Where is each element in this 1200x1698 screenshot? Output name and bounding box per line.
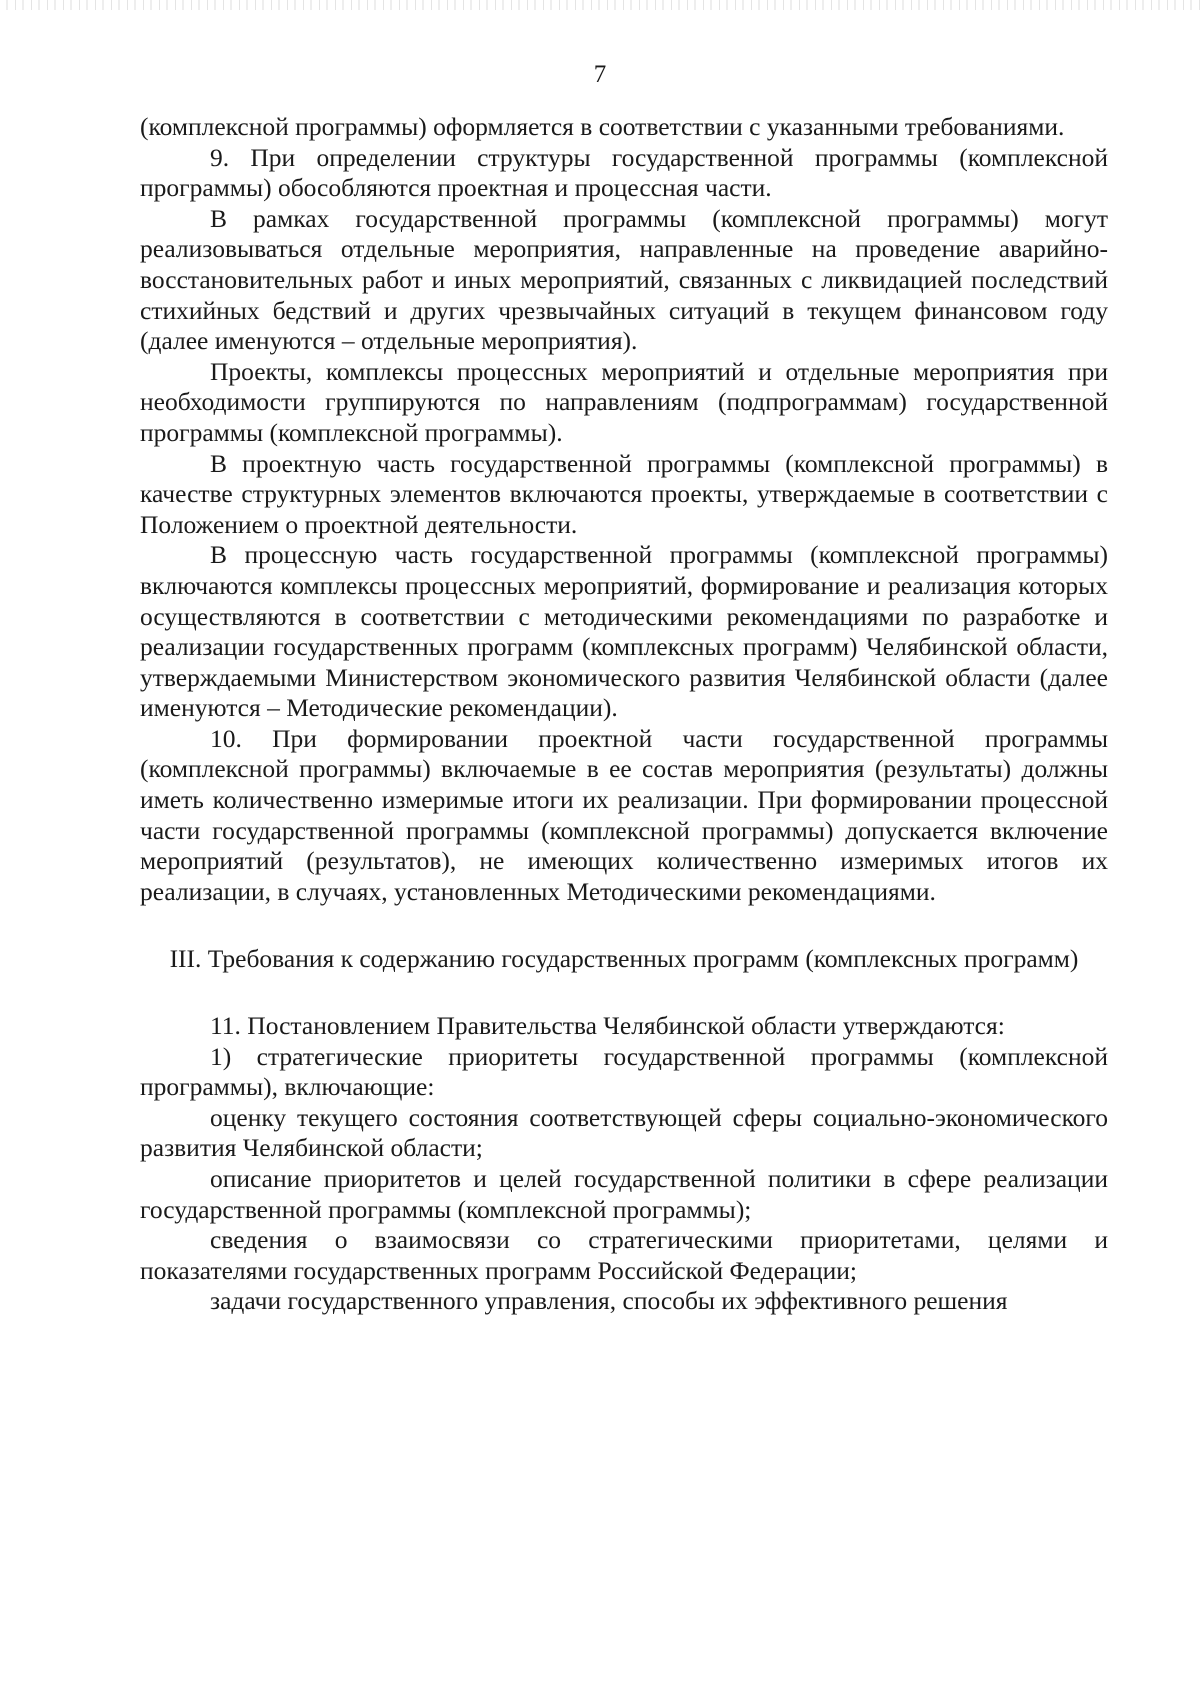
list-item: 1) стратегические приоритеты государственной программы (комплексной программы), включающие:	[140, 1041, 1108, 1102]
paragraph: В рамках государственной программы (комплексной программы) могут реализовываться отдельные мероприятия, направленные на проведение аварийно-восстановительных работ и иных мероприятий, связанных с ликвидацией последствий стихийных бедствий и других чрезвычайных ситуаций в текущем финансовом году (далее именуются – отдельные мероприятия).	[140, 203, 1108, 356]
list-item: оценку текущего состояния соответствующей сферы социально-экономического развития Челябинской области;	[140, 1102, 1108, 1163]
paragraph: В проектную часть государственной программы (комплексной программы) в качестве структурных элементов включаются проекты, утверждаемые в соответствии с Положением о проектной деятельности.	[140, 448, 1108, 539]
list-item: задачи государственного управления, способы их эффективного решения	[210, 1286, 1008, 1316]
paragraph: Проекты, комплексы процессных мероприятий и отдельные мероприятия при необходимости группируются по направлениям (подпрограммам) государственной программы (комплексной программы).	[140, 356, 1108, 447]
list-item: сведения о взаимосвязи со стратегическими приоритетами, целями и показателями государственных программ Российской Федерации;	[140, 1225, 1108, 1285]
section-heading: III. Требования к содержанию государственных программ (комплексных программ)	[169, 944, 1079, 974]
paragraph-item-10: 10. При формировании проектной части государственной программы (комплексной программы) включаемые в ее состав мероприятия (результаты) должны иметь количественно измеримые итоги их реализации. При формировании процессной части государственной программы (комплексной программы) допускается включение мероприятий (результатов), не имеющих количественно измеримых итогов их реализации, в случаях, установленных Методическими рекомендациями.	[140, 723, 1108, 906]
page-number: 7	[593, 61, 607, 88]
paragraph-item-9: 9. При определении структуры государственной программы (комплексной программы) обособляются проектная и процессная части.	[140, 142, 1108, 203]
paragraph-item-11: 11. Постановлением Правительства Челябинской области утверждаются:	[210, 1011, 1005, 1041]
paragraph: В процессную часть государственной программы (комплексной программы) включаются комплексы процессных мероприятий, формирование и реализация которых осуществляются в соответствии с методическими рекомендациями по разработке и реализации государственных программ (комплексных программ) Челябинской области, утверждаемыми Министерством экономического развития Челябинской области (далее именуются – Методические рекомендации).	[140, 540, 1108, 723]
list-item: описание приоритетов и целей государственной политики в сфере реализации государственной программы (комплексной программы);	[140, 1164, 1108, 1224]
scan-edge	[0, 0, 1200, 10]
paragraph: (комплексной программы) оформляется в соответствии с указанными требованиями.	[140, 112, 1065, 141]
document-body	[140, 112, 1108, 1317]
